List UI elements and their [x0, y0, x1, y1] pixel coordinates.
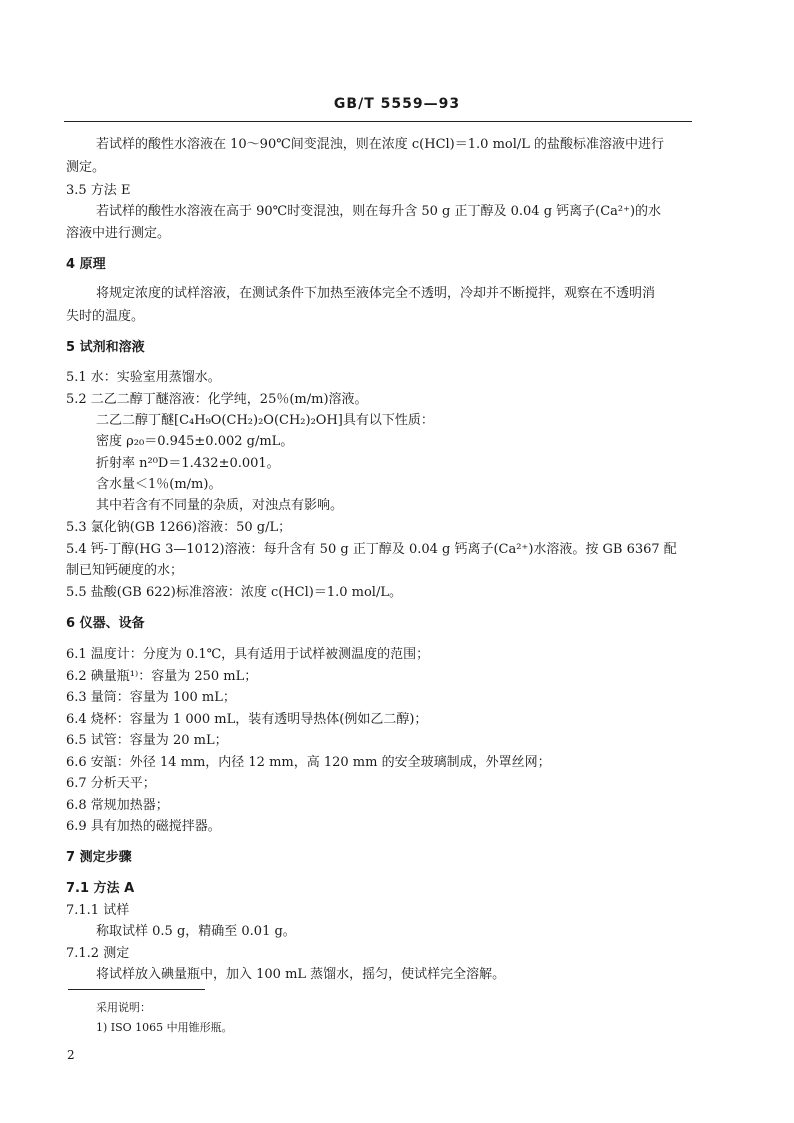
paragraph-line: 若试样的酸性水溶液在高于 90℃时变混浊，则在每升含 50 g 正丁醇及 0.04 g 钙离子(Ca²⁺)的水 — [96, 204, 662, 219]
section-4-heading: 4 原理 — [66, 257, 106, 272]
section-5-heading: 5 试剂和溶液 — [66, 340, 145, 355]
paragraph-line: 密度 ρ₂₀＝0.945±0.002 g/mL。 — [96, 434, 294, 449]
paragraph-line: 二乙二醇丁醚[C₄H₉O(CH₂)₂O(CH₂)₂OH]具有以下性质： — [96, 413, 434, 428]
paragraph-line: 若试样的酸性水溶液在 10～90℃间变混浊，则在浓度 c(HCl)＝1.0 mol/L 的盐酸标准溶液中进行 — [96, 137, 665, 152]
header-rule — [64, 121, 692, 122]
clause-6-7: 6.7 分析天平； — [66, 776, 156, 791]
page-number: 2 — [67, 1048, 75, 1062]
clause-6-1: 6.1 温度计：分度为 0.1℃，具有适用于试样被测温度的范围； — [66, 647, 430, 662]
clause-5-3: 5.3 氯化钠(GB 1266)溶液：50 g/L； — [66, 520, 292, 535]
clause-6-4: 6.4 烧杯：容量为 1 000 mL，装有透明导热体(例如乙二醇)； — [66, 712, 428, 727]
paragraph-line: 溶液中进行测定。 — [66, 226, 171, 241]
clause-6-2: 6.2 碘量瓶¹⁾：容量为 250 mL； — [66, 669, 258, 684]
clause-5-1: 5.1 水：实验室用蒸馏水。 — [66, 370, 221, 385]
clause-5-5: 5.5 盐酸(GB 622)标准溶液：浓度 c(HCl)＝1.0 mol/L。 — [66, 585, 402, 600]
paragraph-line: 失时的温度。 — [66, 309, 145, 324]
clause-7-1-1: 7.1.1 试样 — [66, 903, 130, 918]
section-6-heading: 6 仪器、设备 — [66, 616, 145, 631]
clause-6-6: 6.6 安瓿：外径 14 mm，内径 12 mm，高 120 mm 的安全玻璃制成，外罩丝网； — [66, 755, 551, 770]
clause-6-5: 6.5 试管：容量为 20 mL； — [66, 733, 228, 748]
paragraph-line: 将试样放入碘量瓶中，加入 100 mL 蒸馏水，摇匀，使试样完全溶解。 — [96, 967, 506, 982]
footnote-title: 采用说明： — [96, 1001, 151, 1014]
clause-6-3: 6.3 量筒：容量为 100 mL； — [66, 690, 236, 705]
paragraph-line: 将规定浓度的试样溶液，在测试条件下加热至液体完全不透明，冷却并不断搅拌，观察在不透明消 — [96, 286, 656, 301]
paragraph-line: 折射率 n²⁰D＝1.432±0.001。 — [96, 456, 280, 471]
section-7-heading: 7 测定步骤 — [66, 850, 132, 865]
clause-6-9: 6.9 具有加热的磁搅拌器。 — [66, 819, 221, 834]
footnote-rule — [68, 989, 205, 990]
clause-7-1-2: 7.1.2 测定 — [66, 946, 130, 961]
clause-5-2: 5.2 二乙二醇丁醚溶液：化学纯，25％(m/m)溶液。 — [66, 392, 368, 407]
footnote-text: 1) ISO 1065 中用锥形瓶。 — [96, 1021, 233, 1034]
paragraph-line: 称取试样 0.5 g，精确至 0.01 g。 — [96, 924, 296, 939]
paragraph-line: 测定。 — [66, 160, 106, 175]
paragraph-line: 其中若含有不同量的杂质，对浊点有影响。 — [96, 498, 344, 513]
paragraph-line: 制已知钙硬度的水； — [66, 563, 184, 578]
clause-5-4: 5.4 钙-丁醇(HG 3—1012)溶液：每升含有 50 g 正丁醇及 0.04 g 钙离子(Ca²⁺)水溶液。按 GB 6367 配 — [66, 542, 677, 557]
standard-code-header: GB/T 5559—93 — [333, 96, 461, 112]
section-3-5-title: 3.5 方法 E — [66, 183, 131, 198]
paragraph-line: 含水量＜1％(m/m)。 — [96, 477, 222, 492]
clause-7-1: 7.1 方法 A — [66, 881, 135, 896]
clause-6-8: 6.8 常规加热器； — [66, 798, 169, 813]
